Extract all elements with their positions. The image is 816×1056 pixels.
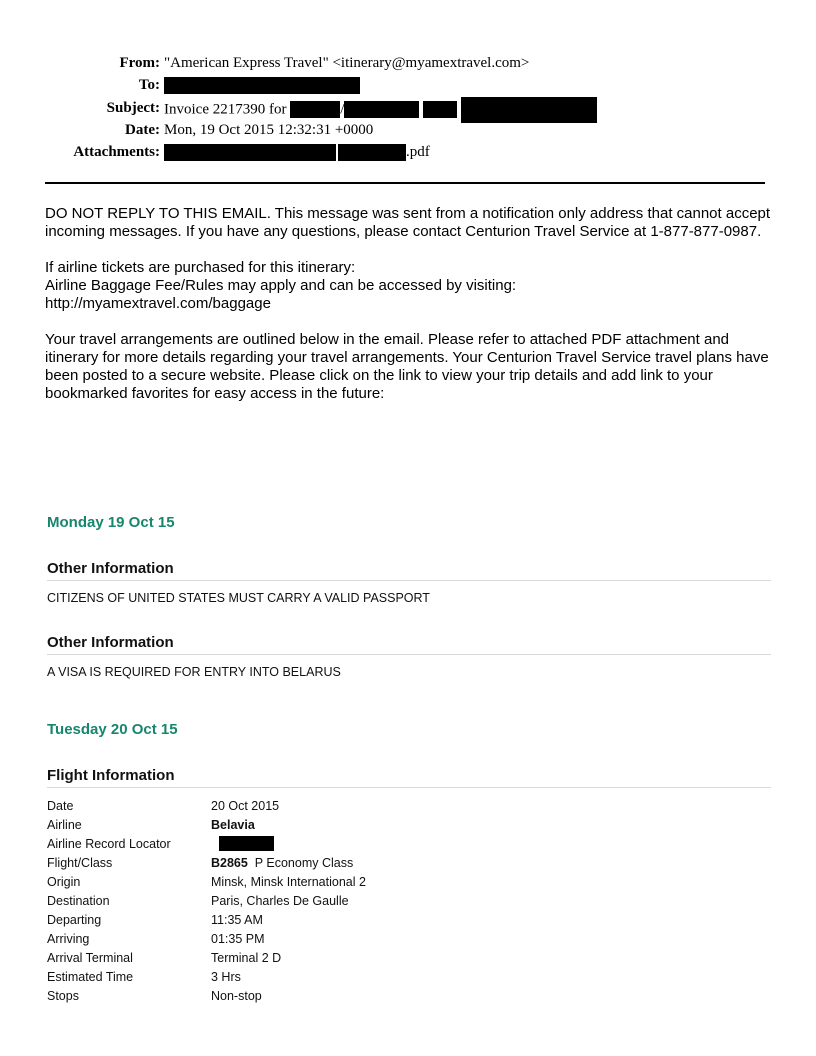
subject-prefix: Invoice 2217390 for — [164, 101, 287, 118]
redaction-block — [290, 101, 340, 118]
attachment-extension: .pdf — [406, 144, 430, 161]
date-value: Mon, 19 Oct 2015 12:32:31 +0000 — [164, 121, 374, 138]
estimated-time-label: Estimated Time — [47, 970, 134, 984]
date-row — [0, 119, 816, 141]
flight-row-destination — [47, 892, 647, 911]
airline-value: Belavia — [211, 818, 255, 832]
no-reply-notice: DO NOT REPLY TO THIS EMAIL. This message was sent from a notification only address that cannot accept incoming messages. If you have any questions, please contact Centurion Travel Service at 1-877-877-0987. — [45, 205, 771, 240]
email-header — [0, 52, 816, 163]
flight-info-title: Flight Information — [47, 767, 771, 788]
record-locator-label: Airline Record Locator — [47, 837, 171, 851]
arrival-terminal-label: Arrival Terminal — [47, 951, 133, 965]
stops-label: Stops — [47, 989, 79, 1003]
flight-row-terminal — [47, 949, 647, 968]
header-divider — [45, 182, 765, 184]
flight-row-airline — [47, 816, 647, 835]
airline-label: Airline — [47, 818, 82, 832]
arrival-terminal-value: Terminal 2 D — [211, 951, 282, 965]
flight-row-date — [47, 797, 647, 816]
other-info-title-1: Other Information — [47, 560, 771, 581]
email-body — [45, 205, 780, 421]
estimated-time-value: 3 Hrs — [211, 970, 241, 984]
departing-value: 11:35 AM — [211, 913, 263, 927]
from-value: "American Express Travel" <itinerary@myamextravel.com> — [164, 55, 530, 71]
arriving-value: 01:35 PM — [211, 932, 265, 946]
baggage-notice — [45, 259, 780, 313]
flight-row-locator — [47, 835, 647, 854]
flight-date-label: Date — [47, 799, 74, 813]
baggage-line-2: Airline Baggage Fee/Rules may apply and can be accessed by visiting: — [45, 277, 517, 294]
departing-label: Departing — [47, 913, 102, 927]
arriving-label: Arriving — [47, 932, 90, 946]
flight-row-departing — [47, 911, 647, 930]
attachments-label: Attachments: — [73, 144, 160, 161]
redaction-block — [219, 836, 274, 851]
redaction-block — [338, 144, 406, 161]
cabin-class: P Economy Class — [254, 856, 354, 870]
baggage-line-1: If airline tickets are purchased for this itinerary: — [45, 259, 356, 276]
flight-date-value: 20 Oct 2015 — [211, 799, 280, 813]
origin-label: Origin — [47, 875, 81, 889]
subject-label: Subject: — [106, 99, 160, 116]
destination-value: Paris, Charles De Gaulle — [211, 894, 349, 908]
flight-row-arriving — [47, 930, 647, 949]
other-info-text-1: CITIZENS OF UNITED STATES MUST CARRY A VALID PASSPORT — [47, 591, 430, 605]
from-label: From: — [119, 55, 160, 71]
redaction-block — [344, 101, 419, 118]
other-info-title-2: Other Information — [47, 634, 771, 655]
subject-row — [0, 97, 816, 119]
attachment-link[interactable] — [164, 141, 430, 163]
from-row — [0, 52, 816, 74]
to-value — [164, 74, 360, 96]
record-locator-value — [211, 835, 274, 854]
date-label: Date: — [125, 121, 160, 138]
to-label: To: — [138, 77, 160, 94]
redaction-block — [164, 77, 360, 94]
flight-row-class — [47, 854, 647, 873]
arrangements-notice: Your travel arrangements are outlined below in the email. Please refer to attached PDF attachment and itinerary for more details regarding your travel arrangements. Your Centurion Travel Service travel plans have been posted to a secure website. Please click on the link to view your trip details and add link to your bookmarked favorites for easy access in the future: — [45, 331, 769, 402]
flight-row-origin — [47, 873, 647, 892]
redaction-block — [423, 101, 457, 118]
redaction-block — [164, 144, 336, 161]
stops-value: Non-stop — [211, 989, 262, 1003]
baggage-link[interactable]: http://myamextravel.com/baggage — [45, 295, 271, 312]
origin-value: Minsk, Minsk International 2 — [211, 875, 366, 889]
flight-number: B2865 — [211, 856, 248, 870]
flight-class-value — [211, 854, 353, 873]
to-row — [0, 74, 816, 96]
day-heading-tuesday: Tuesday 20 Oct 15 — [47, 721, 178, 738]
other-info-text-2: A VISA IS REQUIRED FOR ENTRY INTO BELARUS — [47, 665, 341, 679]
flight-class-label: Flight/Class — [47, 856, 113, 870]
flight-row-estimated-time — [47, 968, 647, 987]
flight-details-table — [47, 797, 647, 1006]
destination-label: Destination — [47, 894, 110, 908]
subject-separator: / — [340, 101, 345, 118]
day-heading-monday: Monday 19 Oct 15 — [47, 514, 175, 531]
attachments-row — [0, 141, 816, 163]
flight-row-stops — [47, 987, 647, 1006]
